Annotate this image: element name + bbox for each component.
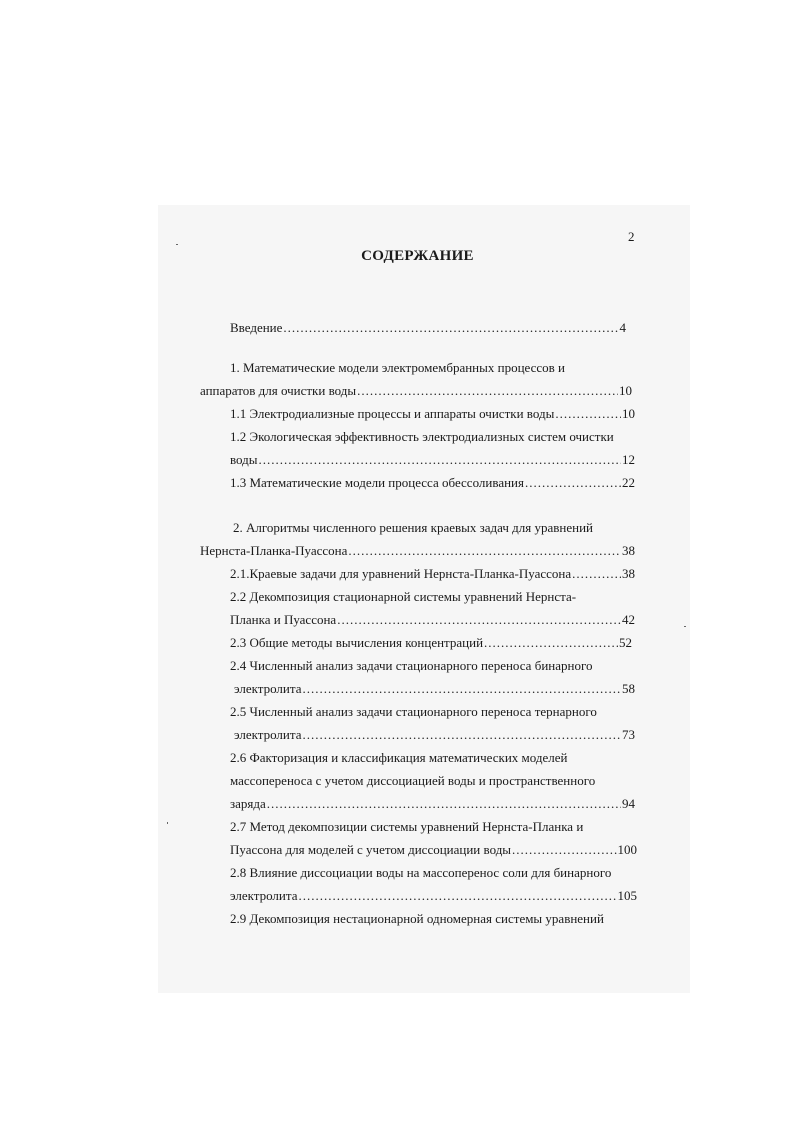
toc-dot-leader <box>259 450 621 470</box>
toc-dot-leader <box>283 318 618 338</box>
toc-entry-title: 1.3 Математические модели процесса обессоливания <box>230 475 524 490</box>
toc-page-number: 94 <box>622 796 635 811</box>
toc-entry-chapter-2[interactable] <box>233 518 633 538</box>
toc-entry-section-2-8[interactable] <box>230 863 635 883</box>
toc-page-number: 10 <box>619 383 632 398</box>
toc-dot-leader <box>337 610 621 630</box>
toc-dot-leader <box>302 679 621 699</box>
toc-entry-title: массопереноса с учетом диссоциацией воды и пространственного <box>230 773 596 788</box>
toc-entry-section-2-4-cont[interactable] <box>234 679 635 699</box>
toc-entry-introduction[interactable] <box>230 318 626 338</box>
toc-entry-title: 2.1.Краевые задачи для уравнений Нернста-Планка-Пуассона <box>230 566 572 581</box>
toc-entry-title: электролита <box>234 681 302 696</box>
toc-entry-title: 2.7 Метод декомпозиции системы уравнений Нернста-Планка и <box>230 819 584 834</box>
toc-entry-title: воды <box>230 452 258 467</box>
toc-entry-chapter-1-cont[interactable] <box>200 381 632 401</box>
toc-dot-leader <box>298 886 616 906</box>
scan-speck <box>167 822 168 824</box>
toc-entry-title: 2.6 Факторизация и классификация математических моделей <box>230 750 568 765</box>
toc-entry-section-2-1[interactable] <box>230 564 635 584</box>
toc-dot-leader <box>572 564 621 584</box>
toc-entry-section-2-8-cont[interactable] <box>230 886 637 906</box>
toc-entry-section-2-5[interactable] <box>230 702 635 722</box>
toc-entry-title: электролита <box>234 727 302 742</box>
toc-entry-chapter-1[interactable] <box>230 358 630 378</box>
toc-page-number: 38 <box>622 566 635 581</box>
toc-entry-title: заряда <box>230 796 266 811</box>
toc-page-number: 105 <box>617 888 637 903</box>
toc-entry-section-2-6[interactable] <box>230 748 635 768</box>
toc-entry-section-2-7[interactable] <box>230 817 635 837</box>
toc-page-number: 22 <box>622 475 635 490</box>
toc-entry-section-2-6-cont-2[interactable] <box>230 794 635 814</box>
toc-page-number: 42 <box>622 612 635 627</box>
toc-entry-title: 2.9 Декомпозиция нестационарной одномерная системы уравнений <box>230 911 604 926</box>
toc-entry-title: 1.2 Экологическая эффективность электродиализных систем очистки <box>230 429 614 444</box>
toc-entry-section-1-2[interactable] <box>230 427 635 447</box>
toc-dot-leader <box>267 794 621 814</box>
toc-entry-title: 1.1 Электродиализные процессы и аппараты очистки воды <box>230 406 555 421</box>
toc-dot-leader <box>302 725 621 745</box>
toc-entry-title: Планка и Пуассона <box>230 612 337 627</box>
toc-page-number: 73 <box>622 727 635 742</box>
toc-entry-section-2-4[interactable] <box>230 656 635 676</box>
toc-entry-section-1-3[interactable] <box>230 473 635 493</box>
toc-entry-title: 2.4 Численный анализ задачи стационарного переноса бинарного <box>230 658 593 673</box>
toc-entry-title: 2.5 Численный анализ задачи стационарного переноса тернарного <box>230 704 597 719</box>
toc-entry-section-2-7-cont[interactable] <box>230 840 637 860</box>
toc-entry-title: электролита <box>230 888 298 903</box>
toc-dot-leader <box>484 633 618 653</box>
page-title: СОДЕРЖАНИЕ <box>361 248 474 264</box>
toc-page-number: 12 <box>622 452 635 467</box>
toc-page-number: 4 <box>619 320 626 335</box>
toc-entry-section-1-1[interactable] <box>230 404 635 424</box>
toc-entry-section-2-9[interactable] <box>230 909 640 929</box>
toc-entry-section-2-6-cont-1[interactable] <box>230 771 635 791</box>
toc-page-number: 100 <box>617 842 637 857</box>
toc-entry-title: Пуассона для моделей с учетом диссоциации воды <box>230 842 512 857</box>
toc-dot-leader <box>525 473 621 493</box>
toc-page-number: 10 <box>622 406 635 421</box>
toc-entry-section-1-2-cont[interactable] <box>230 450 635 470</box>
toc-dot-leader <box>348 541 621 561</box>
toc-dot-leader <box>555 404 621 424</box>
toc-page-number: 52 <box>619 635 632 650</box>
toc-entry-title: Нернста-Планка-Пуассона <box>200 543 348 558</box>
toc-dot-leader <box>357 381 618 401</box>
scan-speck <box>684 626 686 627</box>
toc-entry-title: 2.2 Декомпозиция стационарной системы уравнений Нернста- <box>230 589 577 604</box>
toc-entry-title: Введение <box>230 320 283 335</box>
toc-entry-section-2-3[interactable] <box>230 633 632 653</box>
toc-entry-section-2-2-cont[interactable] <box>230 610 635 630</box>
toc-entry-title: аппаратов для очистки воды <box>200 383 357 398</box>
toc-entry-section-2-5-cont[interactable] <box>234 725 635 745</box>
toc-entry-section-2-2[interactable] <box>230 587 635 607</box>
toc-page-number: 58 <box>622 681 635 696</box>
toc-entry-title: 2.3 Общие методы вычисления концентраций <box>230 635 484 650</box>
page-number: 2 <box>628 229 635 244</box>
scan-speck <box>176 244 178 245</box>
toc-entry-title: 2.8 Влияние диссоциации воды на массоперенос соли для бинарного <box>230 865 612 880</box>
toc-entry-title: 1. Математические модели электромембранных процессов и <box>230 360 566 375</box>
toc-dot-leader <box>512 840 616 860</box>
toc-page-number: 38 <box>622 543 635 558</box>
toc-entry-title: 2. Алгоритмы численного решения краевых задач для уравнений <box>233 520 593 535</box>
toc-entry-chapter-2-cont[interactable] <box>200 541 635 561</box>
